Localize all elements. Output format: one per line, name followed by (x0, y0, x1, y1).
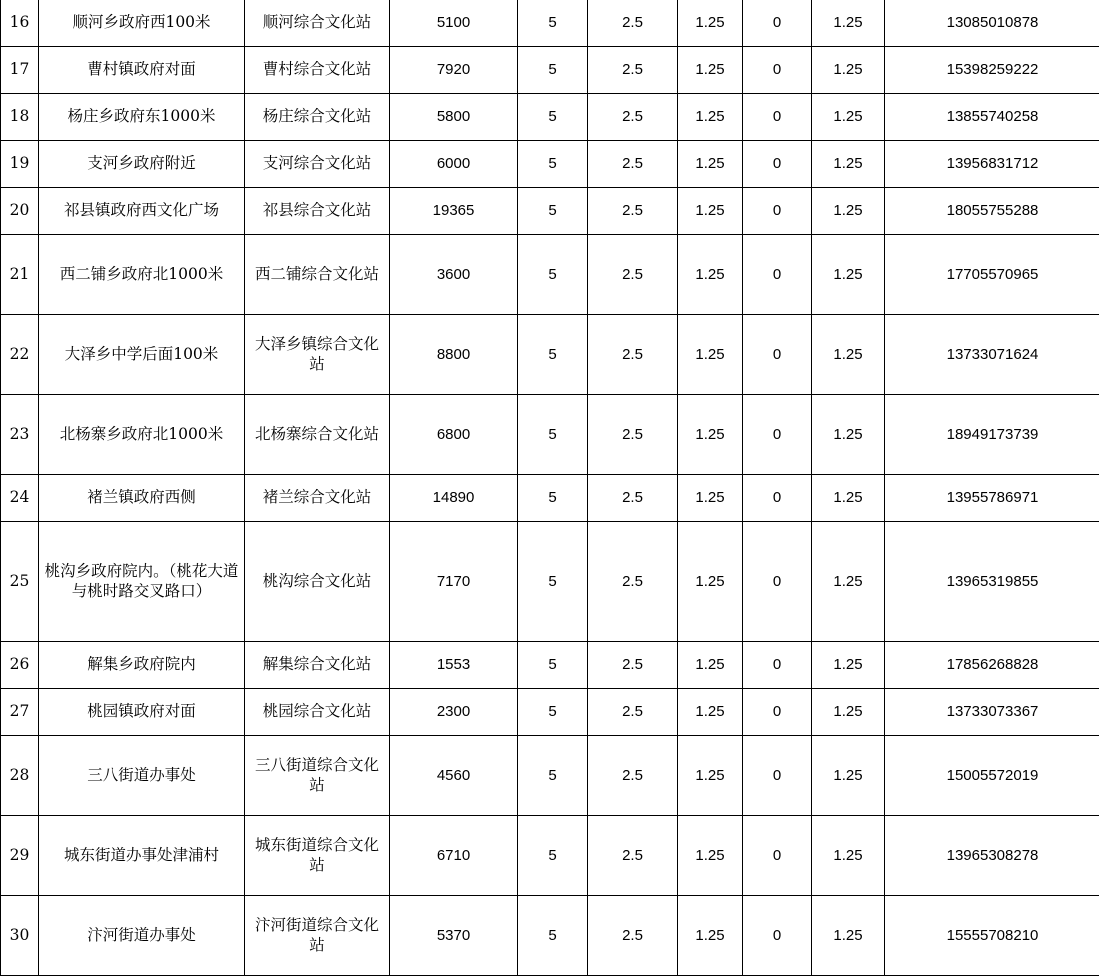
value-cell: 2.5 (588, 395, 678, 475)
value-cell: 0 (743, 736, 812, 816)
value-cell: 1.25 (678, 816, 743, 896)
phone-cell: 13855740258 (885, 94, 1099, 141)
value-cell: 5 (518, 522, 588, 642)
value-cell: 1.25 (678, 94, 743, 141)
value-cell: 5 (518, 395, 588, 475)
location-cell: 西二铺乡政府北1000米 (39, 235, 245, 315)
location-cell: 桃园镇政府对面 (39, 689, 245, 736)
table-row (1, 475, 1099, 522)
area-cell: 5370 (390, 896, 518, 976)
table-row (1, 315, 1099, 395)
value-cell: 5 (518, 47, 588, 94)
value-cell: 1.25 (812, 188, 885, 235)
table-row (1, 235, 1099, 315)
table-row (1, 896, 1099, 976)
station-cell: 大泽乡镇综合文化站 (245, 315, 390, 395)
location-cell: 汴河街道办事处 (39, 896, 245, 976)
value-cell: 2.5 (588, 689, 678, 736)
value-cell: 0 (743, 47, 812, 94)
location-cell: 褚兰镇政府西侧 (39, 475, 245, 522)
table-row (1, 94, 1099, 141)
location-cell: 解集乡政府院内 (39, 642, 245, 689)
value-cell: 1.25 (678, 689, 743, 736)
table-row (1, 522, 1099, 642)
value-cell: 2.5 (588, 94, 678, 141)
table-row (1, 689, 1099, 736)
value-cell: 2.5 (588, 475, 678, 522)
area-cell: 7170 (390, 522, 518, 642)
area-cell: 7920 (390, 47, 518, 94)
value-cell: 5 (518, 689, 588, 736)
station-cell: 顺河综合文化站 (245, 0, 390, 47)
row-number: 29 (1, 816, 39, 896)
station-cell: 支河综合文化站 (245, 141, 390, 188)
value-cell: 2.5 (588, 315, 678, 395)
phone-cell: 18055755288 (885, 188, 1099, 235)
value-cell: 2.5 (588, 141, 678, 188)
value-cell: 0 (743, 395, 812, 475)
station-cell: 祁县综合文化站 (245, 188, 390, 235)
area-cell: 6800 (390, 395, 518, 475)
value-cell: 0 (743, 94, 812, 141)
row-number: 27 (1, 689, 39, 736)
location-cell: 城东街道办事处津浦村 (39, 816, 245, 896)
value-cell: 1.25 (678, 315, 743, 395)
value-cell: 5 (518, 188, 588, 235)
value-cell: 1.25 (678, 395, 743, 475)
station-cell: 三八街道综合文化站 (245, 736, 390, 816)
table-row (1, 188, 1099, 235)
phone-cell: 13085010878 (885, 0, 1099, 47)
value-cell: 5 (518, 642, 588, 689)
location-cell: 杨庄乡政府东1000米 (39, 94, 245, 141)
value-cell: 5 (518, 0, 588, 47)
location-cell: 北杨寨乡政府北1000米 (39, 395, 245, 475)
location-cell: 三八街道办事处 (39, 736, 245, 816)
row-number: 21 (1, 235, 39, 315)
value-cell: 1.25 (678, 141, 743, 188)
value-cell: 0 (743, 141, 812, 188)
station-cell: 城东街道综合文化站 (245, 816, 390, 896)
row-number: 22 (1, 315, 39, 395)
value-cell: 1.25 (678, 235, 743, 315)
value-cell: 1.25 (678, 522, 743, 642)
value-cell: 1.25 (812, 395, 885, 475)
row-number: 30 (1, 896, 39, 976)
location-cell: 桃沟乡政府院内。（桃花大道与桃时路交叉路口） (39, 522, 245, 642)
area-cell: 6710 (390, 816, 518, 896)
station-cell: 西二铺综合文化站 (245, 235, 390, 315)
area-cell: 1553 (390, 642, 518, 689)
value-cell: 0 (743, 522, 812, 642)
table-row (1, 395, 1099, 475)
table-row (1, 47, 1099, 94)
value-cell: 2.5 (588, 816, 678, 896)
table-row (1, 0, 1099, 47)
value-cell: 2.5 (588, 736, 678, 816)
station-cell: 汴河街道综合文化站 (245, 896, 390, 976)
station-cell: 桃园综合文化站 (245, 689, 390, 736)
value-cell: 0 (743, 235, 812, 315)
phone-cell: 13965319855 (885, 522, 1099, 642)
value-cell: 5 (518, 94, 588, 141)
phone-cell: 13733071624 (885, 315, 1099, 395)
value-cell: 1.25 (812, 94, 885, 141)
station-cell: 褚兰综合文化站 (245, 475, 390, 522)
phone-cell: 15555708210 (885, 896, 1099, 976)
phone-cell: 18949173739 (885, 395, 1099, 475)
value-cell: 5 (518, 315, 588, 395)
area-cell: 19365 (390, 188, 518, 235)
value-cell: 0 (743, 689, 812, 736)
value-cell: 2.5 (588, 47, 678, 94)
value-cell: 1.25 (812, 0, 885, 47)
station-cell: 解集综合文化站 (245, 642, 390, 689)
value-cell: 1.25 (812, 642, 885, 689)
area-cell: 8800 (390, 315, 518, 395)
value-cell: 2.5 (588, 522, 678, 642)
value-cell: 1.25 (812, 47, 885, 94)
table-row (1, 141, 1099, 188)
value-cell: 1.25 (812, 736, 885, 816)
value-cell: 5 (518, 896, 588, 976)
value-cell: 1.25 (812, 896, 885, 976)
value-cell: 1.25 (678, 896, 743, 976)
station-cell: 杨庄综合文化站 (245, 94, 390, 141)
value-cell: 1.25 (678, 0, 743, 47)
value-cell: 0 (743, 642, 812, 689)
value-cell: 2.5 (588, 235, 678, 315)
value-cell: 2.5 (588, 642, 678, 689)
row-number: 17 (1, 47, 39, 94)
phone-cell: 13956831712 (885, 141, 1099, 188)
table-row (1, 816, 1099, 896)
value-cell: 2.5 (588, 896, 678, 976)
station-cell: 曹村综合文化站 (245, 47, 390, 94)
area-cell: 4560 (390, 736, 518, 816)
location-cell: 顺河乡政府西100米 (39, 0, 245, 47)
area-cell: 3600 (390, 235, 518, 315)
value-cell: 5 (518, 235, 588, 315)
phone-cell: 13733073367 (885, 689, 1099, 736)
value-cell: 1.25 (812, 141, 885, 188)
value-cell: 1.25 (678, 642, 743, 689)
phone-cell: 13965308278 (885, 816, 1099, 896)
table-body (1, 0, 1099, 976)
row-number: 25 (1, 522, 39, 642)
row-number: 16 (1, 0, 39, 47)
location-cell: 曹村镇政府对面 (39, 47, 245, 94)
value-cell: 5 (518, 475, 588, 522)
row-number: 23 (1, 395, 39, 475)
location-cell: 支河乡政府附近 (39, 141, 245, 188)
location-cell: 祁县镇政府西文化广场 (39, 188, 245, 235)
table-row (1, 642, 1099, 689)
area-cell: 5100 (390, 0, 518, 47)
station-cell: 桃沟综合文化站 (245, 522, 390, 642)
value-cell: 0 (743, 816, 812, 896)
row-number: 20 (1, 188, 39, 235)
station-cell: 北杨寨综合文化站 (245, 395, 390, 475)
row-number: 19 (1, 141, 39, 188)
value-cell: 2.5 (588, 0, 678, 47)
row-number: 26 (1, 642, 39, 689)
phone-cell: 17705570965 (885, 235, 1099, 315)
value-cell: 1.25 (812, 689, 885, 736)
location-cell: 大泽乡中学后面100米 (39, 315, 245, 395)
value-cell: 1.25 (678, 475, 743, 522)
phone-cell: 15005572019 (885, 736, 1099, 816)
row-number: 24 (1, 475, 39, 522)
value-cell: 1.25 (812, 522, 885, 642)
area-cell: 6000 (390, 141, 518, 188)
value-cell: 0 (743, 896, 812, 976)
value-cell: 1.25 (812, 315, 885, 395)
area-cell: 5800 (390, 94, 518, 141)
area-cell: 14890 (390, 475, 518, 522)
value-cell: 0 (743, 315, 812, 395)
row-number: 28 (1, 736, 39, 816)
value-cell: 1.25 (678, 47, 743, 94)
value-cell: 2.5 (588, 188, 678, 235)
row-number: 18 (1, 94, 39, 141)
phone-cell: 15398259222 (885, 47, 1099, 94)
value-cell: 5 (518, 736, 588, 816)
value-cell: 1.25 (678, 188, 743, 235)
value-cell: 0 (743, 475, 812, 522)
area-cell: 2300 (390, 689, 518, 736)
value-cell: 1.25 (812, 235, 885, 315)
phone-cell: 17856268828 (885, 642, 1099, 689)
value-cell: 0 (743, 0, 812, 47)
value-cell: 0 (743, 188, 812, 235)
value-cell: 5 (518, 816, 588, 896)
table-row (1, 736, 1099, 816)
phone-cell: 13955786971 (885, 475, 1099, 522)
value-cell: 5 (518, 141, 588, 188)
value-cell: 1.25 (812, 475, 885, 522)
value-cell: 1.25 (812, 816, 885, 896)
value-cell: 1.25 (678, 736, 743, 816)
